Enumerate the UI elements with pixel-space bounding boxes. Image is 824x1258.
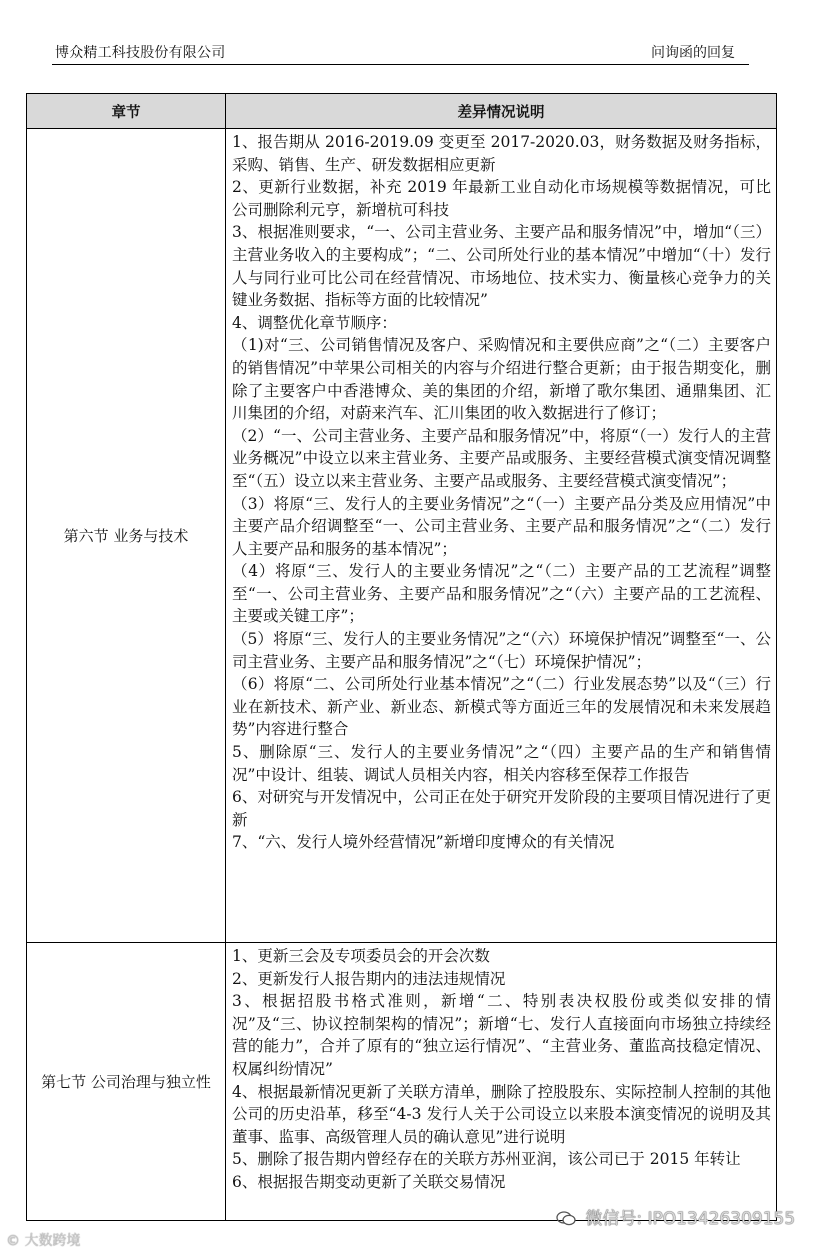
description-line: （4）将原“三、发行人的主要业务情况”之“（二）主要产品的工艺流程”调整至“一、公司主营业务、主要产品和服务情况”之“（六）主要产品的工艺流程、主要或关键工序”； [232, 562, 771, 626]
header-rule [52, 64, 749, 65]
description-line: 6、对研究与开发情况中，公司正在处于研究开发阶段的主要项目情况进行了更新 [232, 788, 771, 829]
description-line: 4、调整优化章节顺序： [232, 313, 397, 332]
description-line: （2）“一、公司主营业务、主要产品和服务情况”中，将原“（一）发行人的主营业务概况”中设立以来主营业务、主要产品或服务、主要经营模式演变情况调整至“（五）设立以来主营业务、主要产品或服务、主要经营模式演变情况”； [232, 426, 771, 490]
section-description [226, 129, 777, 943]
wechat-icon [556, 1211, 576, 1226]
difference-table [26, 93, 777, 1221]
column-header-chapter: 章节 [27, 94, 226, 129]
column-header-description: 差异情况说明 [226, 94, 777, 129]
description-line: 3、根据准则要求，“一、公司主营业务、主要产品和服务情况”中，增加“（三）主营业务收入的主要构成”；“二、公司所处行业的基本情况”中增加“（十）发行人与同行业可比公司在经营情况、市场地位、技术实力、衡量核心竞争力的关键业务数据、指标等方面的比较情况” [232, 223, 771, 310]
description-line: 5、删除原“三、发行人的主要业务情况”之“（四）主要产品的生产和销售情况”中设计、组装、调试人员相关内容，相关内容移至保荐工作报告 [232, 743, 771, 784]
table-row [27, 943, 777, 1221]
section-name: 第六节 业务与技术 [27, 129, 226, 943]
description-line: 4、根据最新情况更新了关联方清单，删除了控股股东、实际控制人控制的其他公司的历史沿革，移至“4-3 发行人关于公司设立以来股本演变情况的说明及其董事、监事、高级管理人员的确认意见”进行说明 [232, 1082, 771, 1146]
description-line: 6、根据报告期变动更新了关联交易情况 [232, 1172, 506, 1191]
description-line: 5、删除了报告期内曾经存在的关联方苏州亚润，该公司已于 2015 年转让 [232, 1150, 741, 1169]
description-line: （3）将原“三、发行人的主要业务情况”之“（一）主要产品分类及应用情况”中主要产品介绍调整至“一、公司主营业务、主要产品和服务情况”之“（二）发行人主要产品和服务的基本情况”； [232, 494, 771, 558]
description-line: 7、“六、发行人境外经营情况”新增印度博众的有关情况 [232, 833, 615, 852]
description-line: （5）将原“三、发行人的主要业务情况”之“（六）环境保护情况”调整至“一、公司主营业务、主要产品和服务情况”之“（七）环境保护情况”； [232, 630, 771, 671]
description-line: （1)对“三、公司销售情况及客户、采购情况和主要供应商”之“（二）主要客户的销售情况”中苹果公司相关的内容与介绍进行整合更新；由于报告期变化，删除了主要客户中香港博众、美的集团的介绍，新增了歌尔集团、通鼎集团、汇川集团的介绍，对蔚来汽车、汇川集团的收入数据进行了修订； [232, 336, 771, 423]
watermark-left [6, 1232, 80, 1250]
watermark-right-text: 微信号: IPO13426309155 [585, 1209, 796, 1229]
description-line: （6）将原“二、公司所处行业基本情况”之“（二）行业发展态势”以及“（三）行业在新技术、新产业、新业态、新模式等方面近三年的发展情况和未来发展趋势”内容进行整合 [232, 675, 771, 739]
header-company: 博众精工科技股份有限公司 [55, 45, 226, 61]
description-line: 3、根据招股书格式准则，新增“二、特别表决权股份或类似安排的情况”及“三、协议控制架构的情况”；新增“七、发行人直接面向市场独立持续经营的能力”，合并了原有的“独立运行情况”、“主营业务、董监高技稳定情况、权属纠纷情况” [232, 992, 771, 1078]
table-row [27, 129, 777, 943]
description-line: 2、更新行业数据，补充 2019 年最新工业自动化市场规模等数据情况，可比公司删除利元亨，新增杭可科技 [232, 178, 771, 219]
watermark-left-text: 大数跨境 [24, 1233, 81, 1249]
table-header-row [27, 94, 777, 129]
description-line: 1、更新三会及专项委员会的开会次数 [232, 947, 490, 965]
watermark-right [556, 1208, 795, 1230]
description-line: 1、报告期从 2016-2019.09 变更至 2017-2020.03，财务数据及财务指标，采购、销售、生产、研发数据相应更新 [232, 133, 771, 174]
section-name: 第七节 公司治理与独立性 [27, 943, 226, 1221]
section-description [226, 943, 777, 1221]
watermark-logo-icon: © [6, 1233, 20, 1249]
header-doc-title: 问询函的回复 [651, 45, 735, 61]
description-line: 2、更新发行人报告期内的违法违规情况 [232, 969, 506, 988]
